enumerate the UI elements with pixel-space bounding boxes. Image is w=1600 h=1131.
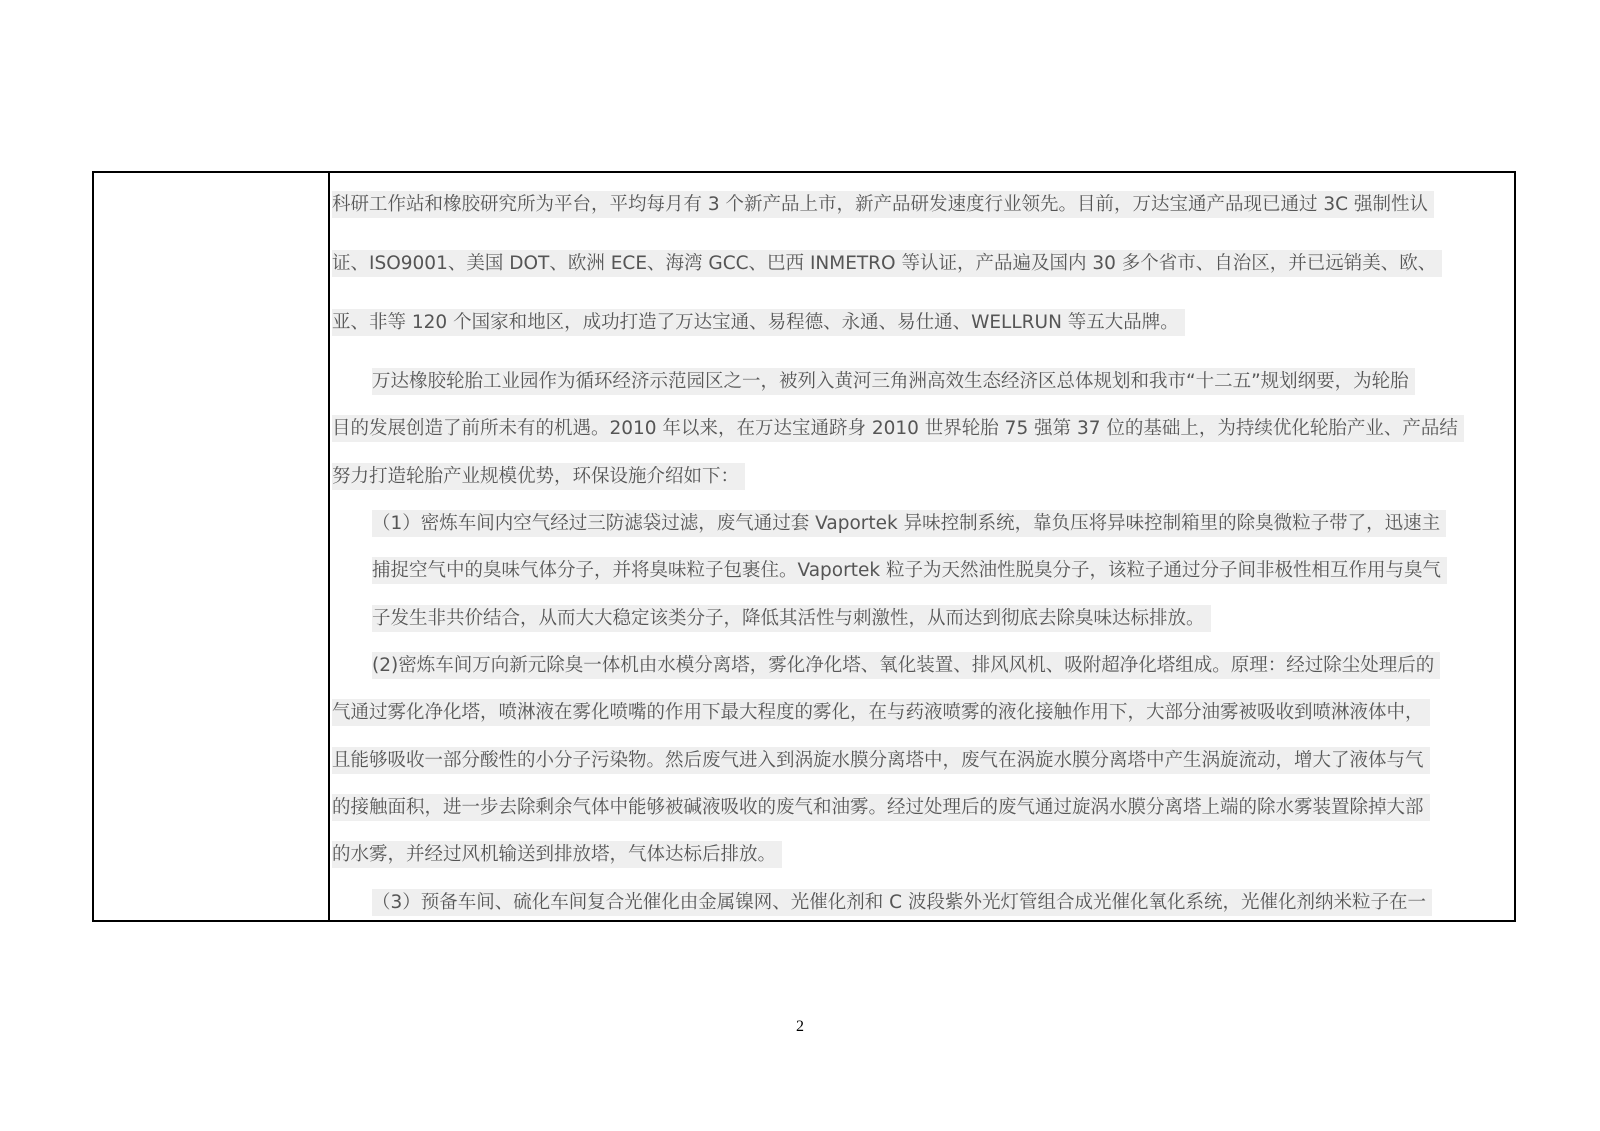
- paragraph-line: 科研工作站和橡胶研究所为平台，平均每月有 3 个新产品上市，新产品研发速度行业领先。目前，万达宝通产品现已通过 3C 强制性认: [332, 191, 1434, 218]
- table-left-cell: [94, 173, 330, 920]
- paragraph-line: （1）密炼车间内空气经过三防滤袋过滤，废气通过套 Vaportek 异味控制系统，靠负压将异味控制箱里的除臭微粒子带了，迅速主: [372, 510, 1446, 537]
- paragraph-line: 的接触面积，进一步去除剩余气体中能够被碱液吸收的废气和油雾。经过处理后的废气通过旋涡水膜分离塔上端的除水雾装置除掉大部: [332, 794, 1430, 821]
- paragraph-line: 气通过雾化净化塔，喷淋液在雾化喷嘴的作用下最大程度的雾化，在与药液喷雾的液化接触作用下，大部分油雾被吸收到喷淋液体中，: [332, 699, 1430, 726]
- paragraph-line: (2)密炼车间万向新元除臭一体机由水模分离塔，雾化净化塔、氧化装置、排风风机、吸附超净化塔组成。原理：经过除尘处理后的: [372, 652, 1440, 679]
- paragraph-line: 亚、非等 120 个国家和地区，成功打造了万达宝通、易程德、永通、易仕通、WELLRUN 等五大品牌。: [332, 309, 1185, 336]
- paragraph-line: （3）预备车间、硫化车间复合光催化由金属镍网、光催化剂和 C 波段紫外光灯管组合成光催化氧化系统，光催化剂纳米粒子在一: [372, 889, 1432, 916]
- paragraph-line: 万达橡胶轮胎工业园作为循环经济示范园区之一，被列入黄河三角洲高效生态经济区总体规划和我市“十二五”规划纲要，为轮胎: [372, 368, 1415, 395]
- paragraph-line: 的水雾，并经过风机输送到排放塔，气体达标后排放。: [332, 841, 782, 868]
- content-table: [92, 171, 1516, 922]
- page-number: 2: [796, 1018, 804, 1035]
- paragraph-line: 努力打造轮胎产业规模优势，环保设施介绍如下：: [332, 463, 745, 490]
- paragraph-line: 捕捉空气中的臭味气体分子，并将臭味粒子包裹住。Vaportek 粒子为天然油性脱臭分子，该粒子通过分子间非极性相互作用与臭气: [372, 557, 1447, 584]
- table-right-cell: [332, 173, 1514, 920]
- paragraph-line: 目的发展创造了前所未有的机遇。2010 年以来，在万达宝通跻身 2010 世界轮胎 75 强第 37 位的基础上，为持续优化轮胎产业、产品结: [332, 415, 1464, 442]
- paragraph-line: 子发生非共价结合，从而大大稳定该类分子，降低其活性与刺激性，从而达到彻底去除臭味达标排放。: [372, 605, 1211, 632]
- paragraph-line: 证、ISO9001、美国 DOT、欧洲 ECE、海湾 GCC、巴西 INMETRO 等认证，产品遍及国内 30 多个省市、自治区，并已远销美、欧、: [332, 250, 1442, 277]
- paragraph-line: 且能够吸收一部分酸性的小分子污染物。然后废气进入到涡旋水膜分离塔中，废气在涡旋水膜分离塔中产生涡旋流动，增大了液体与气: [332, 747, 1430, 774]
